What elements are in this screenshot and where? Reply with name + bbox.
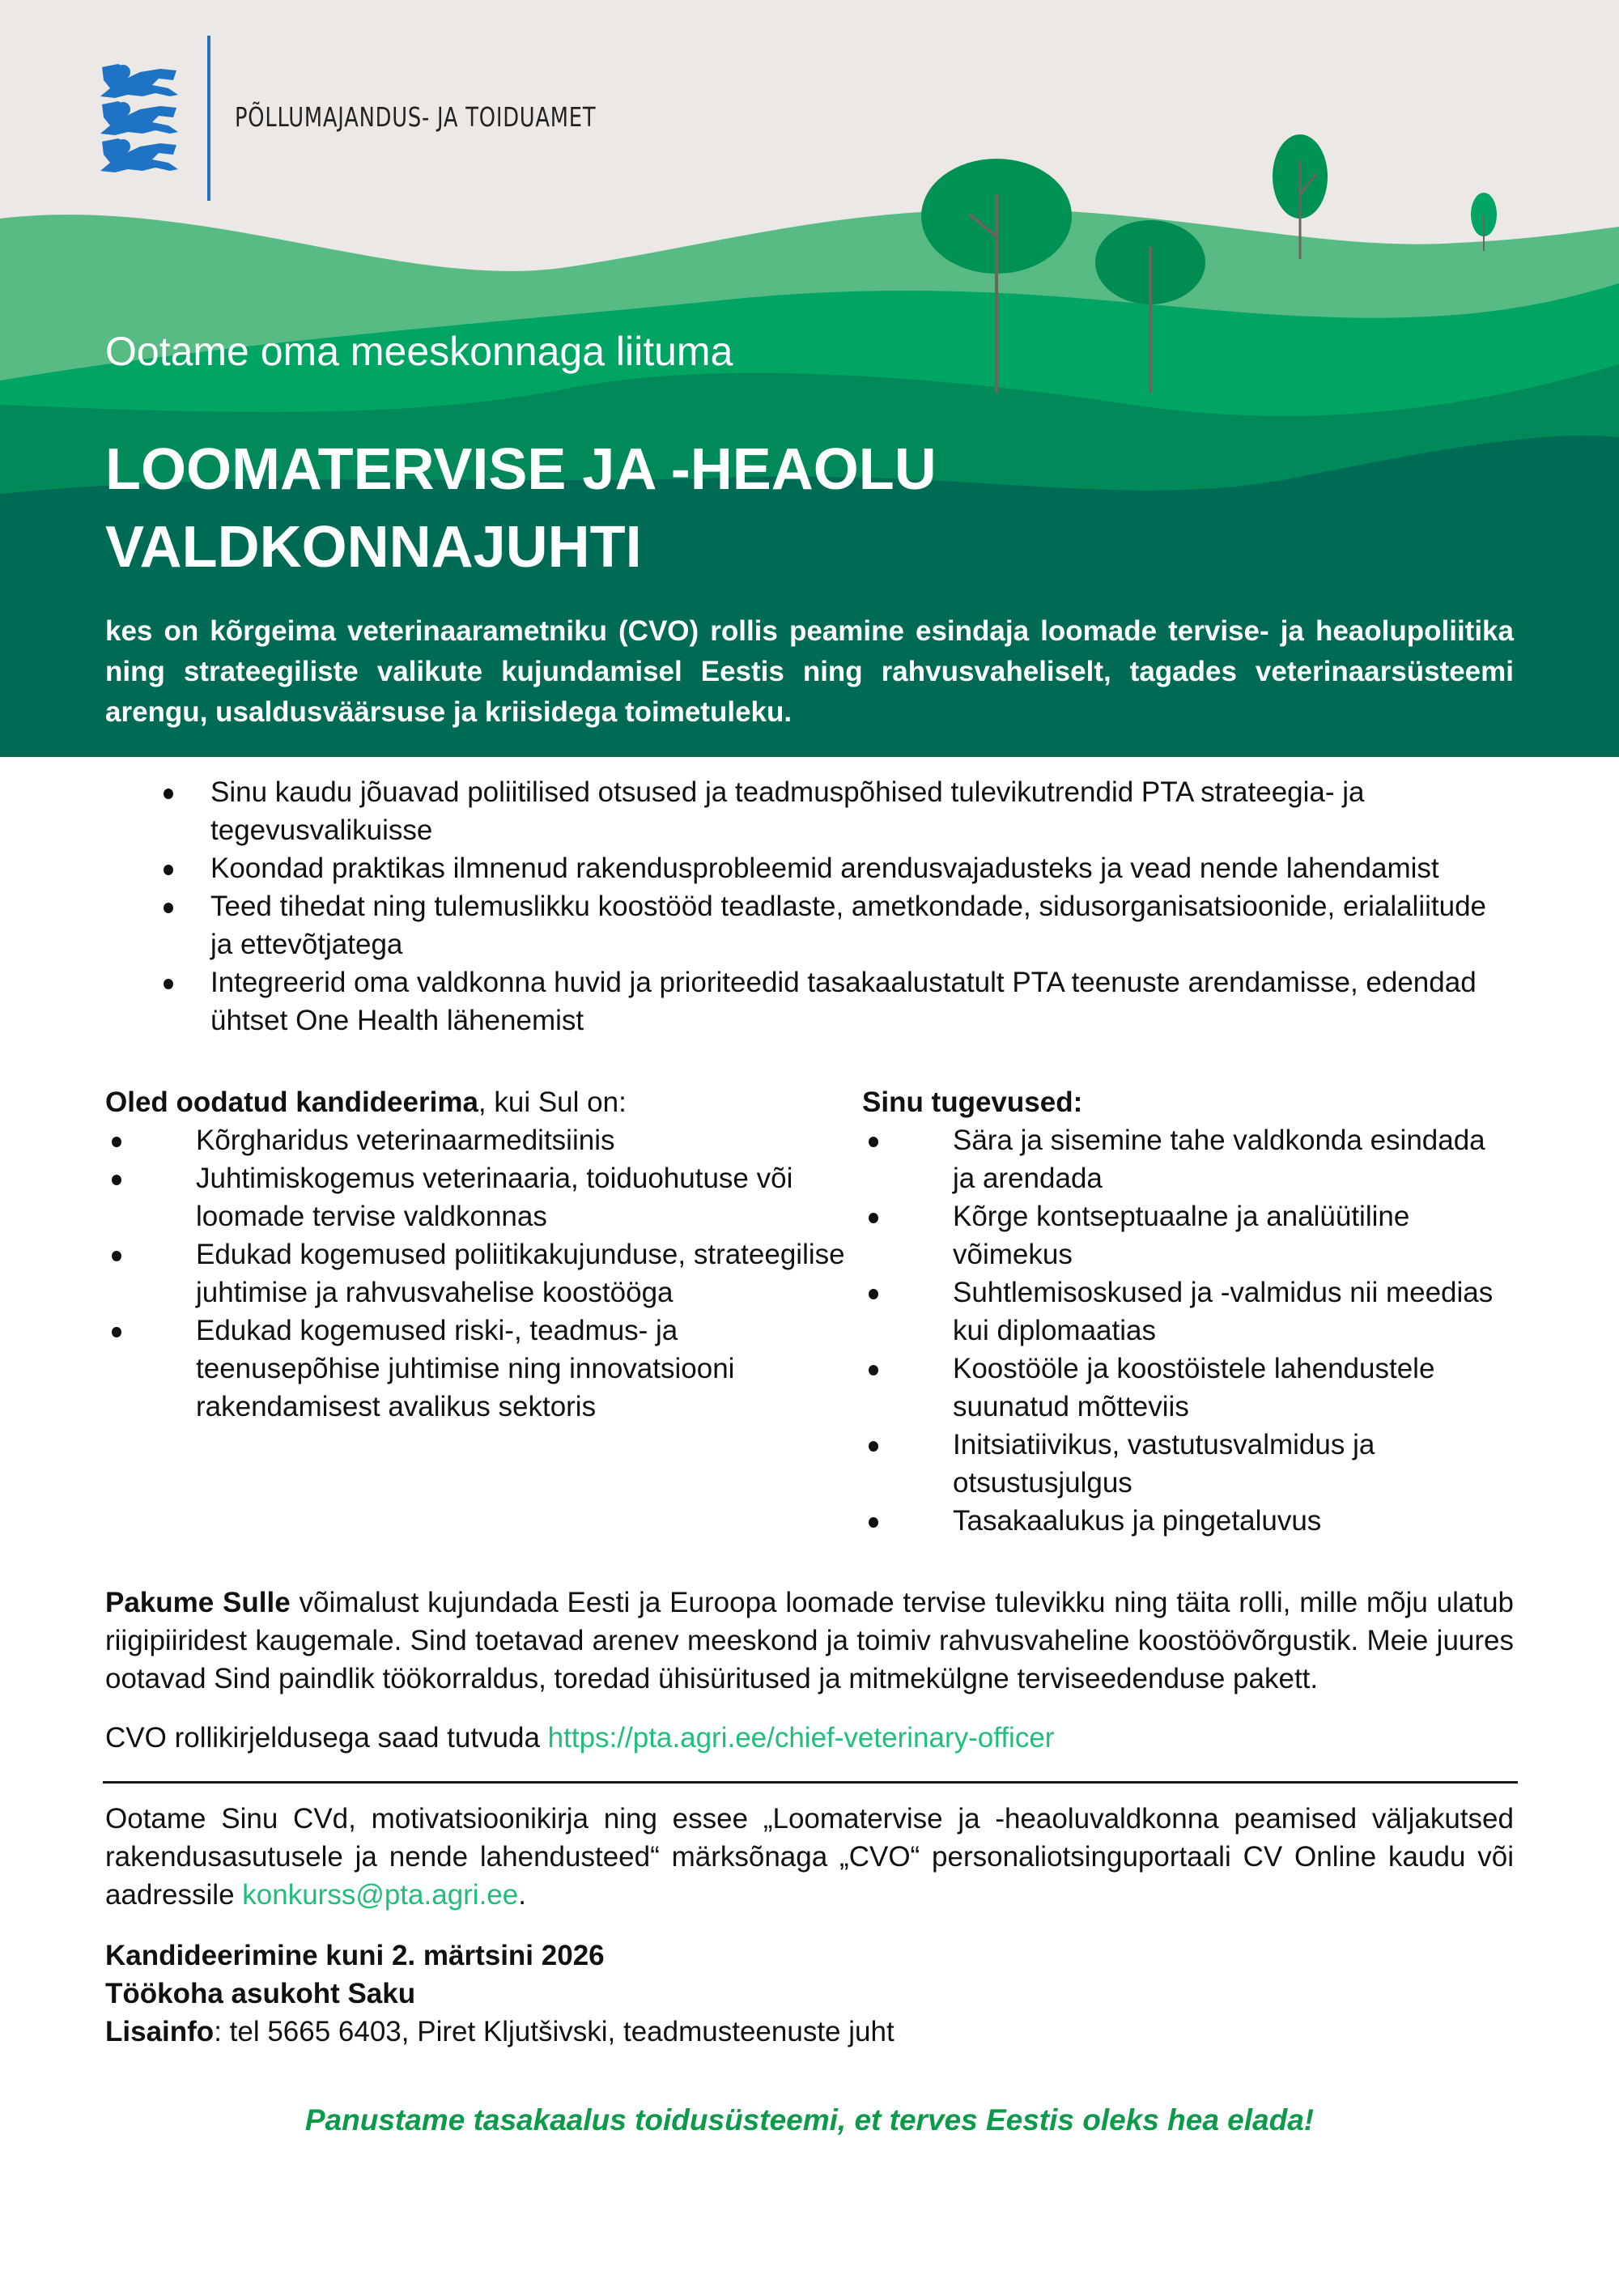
job-title	[105, 431, 937, 586]
offer-paragraph	[105, 1584, 1514, 1698]
requirement-item: Juhtimiskogemus veterinaaria, toiduohutuse või loomade tervise valdkonnas	[105, 1159, 862, 1235]
strengths-section	[862, 1083, 1510, 1540]
strengths-list	[862, 1121, 1510, 1540]
duty-item: Sinu kaudu jõuavad poliitilised otsused ja teadmuspõhised tulevikutrendid PTA strateegia- ja tegevusvalikuisse	[105, 773, 1514, 849]
main-content	[105, 773, 1514, 2051]
strength-item: Kõrge kontseptuaalne ja analüütiline võimekus	[862, 1197, 1510, 1273]
strength-item: Suhtlemisoskused ja -valmidus nii meedias kui diplomaatias	[862, 1273, 1510, 1350]
duty-item: Teed tihedat ning tulemuslikku koostööd teadlaste, ametkondade, sidusorganisatsioonide, erialaliitude ja ettevõtjatega	[105, 887, 1514, 963]
contact-text: : tel 5665 6403, Piret Kljutšivski, teadmusteenuste juht	[214, 2016, 894, 2047]
strengths-heading	[862, 1083, 1510, 1121]
email-link[interactable]: konkurss@pta.agri.ee	[242, 1879, 519, 1911]
role-intro: kes on kõrgeima veterinaarametniku (CVO) rollis peamine esindaja loomade tervise- ja heaolupoliitika ning strateegiliste valikute kujundamisel Eestis ning rahvusvaheliselt, tagades veterinaarsüsteemi arengu, usaldusväärsuse ja kriisidega toimetuleku.	[105, 615, 1514, 728]
strength-item: Sära ja sisemine tahe valdkonda esindada ja arendada	[862, 1121, 1510, 1197]
key-facts	[105, 1937, 1514, 2051]
cvo-text: CVO rollikirjeldusega saad tutvuda	[105, 1722, 548, 1754]
job-title-line-2: VALDKONNAJUHTI	[105, 515, 642, 580]
application-paragraph	[105, 1800, 1514, 1914]
slogan: Panustame tasakaalus toidusüsteemi, et terves Eestis oleks hea elada!	[304, 2103, 1315, 2137]
contact-label: Lisainfo	[105, 2016, 215, 2047]
apply-end: .	[518, 1879, 526, 1911]
requirements-list	[105, 1121, 862, 1426]
deadline	[105, 1937, 1514, 1975]
duty-item: Integreerid oma valdkonna huvid ja prioriteedid tasakaalustatult PTA teenuste arendamisse, edendad ühtset One Health lähenemist	[105, 963, 1514, 1040]
deadline-text: Kandideerimine kuni 2. märtsini 2026	[105, 1940, 605, 1971]
lion-1	[100, 64, 178, 98]
two-columns	[105, 1083, 1514, 1540]
contact-info	[105, 2013, 1514, 2051]
agency-name: PÕLLUMAJANDUS- JA TOIDUAMET	[235, 101, 597, 133]
requirements-heading-bold: Oled oodatud kandideerima	[105, 1086, 478, 1118]
requirements-heading-rest: , kui Sul on:	[478, 1086, 627, 1118]
apply-text: Ootame Sinu CVd, motivatsioonikirja ning essee „Loomatervise ja -heaoluvaldkonna peamised väljakutsed rakendusasutusele ja nende lahendusteed“ märksõnaga „CVO“ personaliotsinguportaali CV Online kaudu või aadressile	[105, 1803, 1514, 1911]
lion-3	[100, 138, 178, 172]
cvo-paragraph	[105, 1719, 1514, 1757]
strengths-heading-text: Sinu tugevused:	[862, 1086, 1083, 1118]
strength-item: Tasakaalukus ja pingetaluvus	[862, 1502, 1510, 1540]
offer-text: võimalust kujundada Eesti ja Euroopa loomade tervise tulevikku ning täita rolli, mille mõju ulatub riigipiiridest kaugemale. Sind toetavad arenev meeskond ja toimiv rahvusvaheline koostöövõrgustik. Meie juures ootavad Sind paindlik töökorraldus, toredad ühisüritused ja mitmekülgne terviseedenduse pakett.	[105, 1587, 1515, 1694]
strength-item: Initsiatiivikus, vastutusvalmidus ja otsustusjulgus	[862, 1426, 1510, 1502]
job-title-line-1: LOOMATERVISE JA -HEAOLU	[105, 437, 937, 502]
lion-2	[100, 101, 178, 135]
coat-of-arms-icon	[96, 61, 185, 174]
cvo-role-link[interactable]: https://pta.agri.ee/chief-veterinary-officer	[547, 1722, 1055, 1754]
location-text: Töökoha asukoht Saku	[105, 1978, 416, 2009]
duties-list	[105, 773, 1514, 1040]
requirement-item: Edukad kogemused riski-, teadmus- ja teenusepõhise juhtimise ning innovatsiooni rakendamisest avalikus sektoris	[105, 1312, 862, 1426]
requirements-heading	[105, 1083, 862, 1121]
offer-lead: Pakume Sulle	[105, 1587, 291, 1618]
location	[105, 1975, 1514, 2013]
requirement-item: Kõrgharidus veterinaarmeditsiinis	[105, 1121, 862, 1159]
strength-item: Koostööle ja koostöistele lahendustele suunatud mõtteviis	[862, 1350, 1510, 1426]
hero-subtitle: Ootame oma meeskonnaga liituma	[105, 329, 733, 374]
requirement-item: Edukad kogemused poliitikakujunduse, strateegilise juhtimise ja rahvusvahelise koostööga	[105, 1235, 862, 1312]
logo-divider	[207, 36, 210, 201]
section-divider	[103, 1781, 1518, 1784]
requirements-section	[105, 1083, 862, 1540]
duty-item: Koondad praktikas ilmnenud rakendusprobleemid arendusvajadusteks ja vead nende lahendamist	[105, 849, 1514, 887]
hero-banner	[0, 0, 1619, 757]
